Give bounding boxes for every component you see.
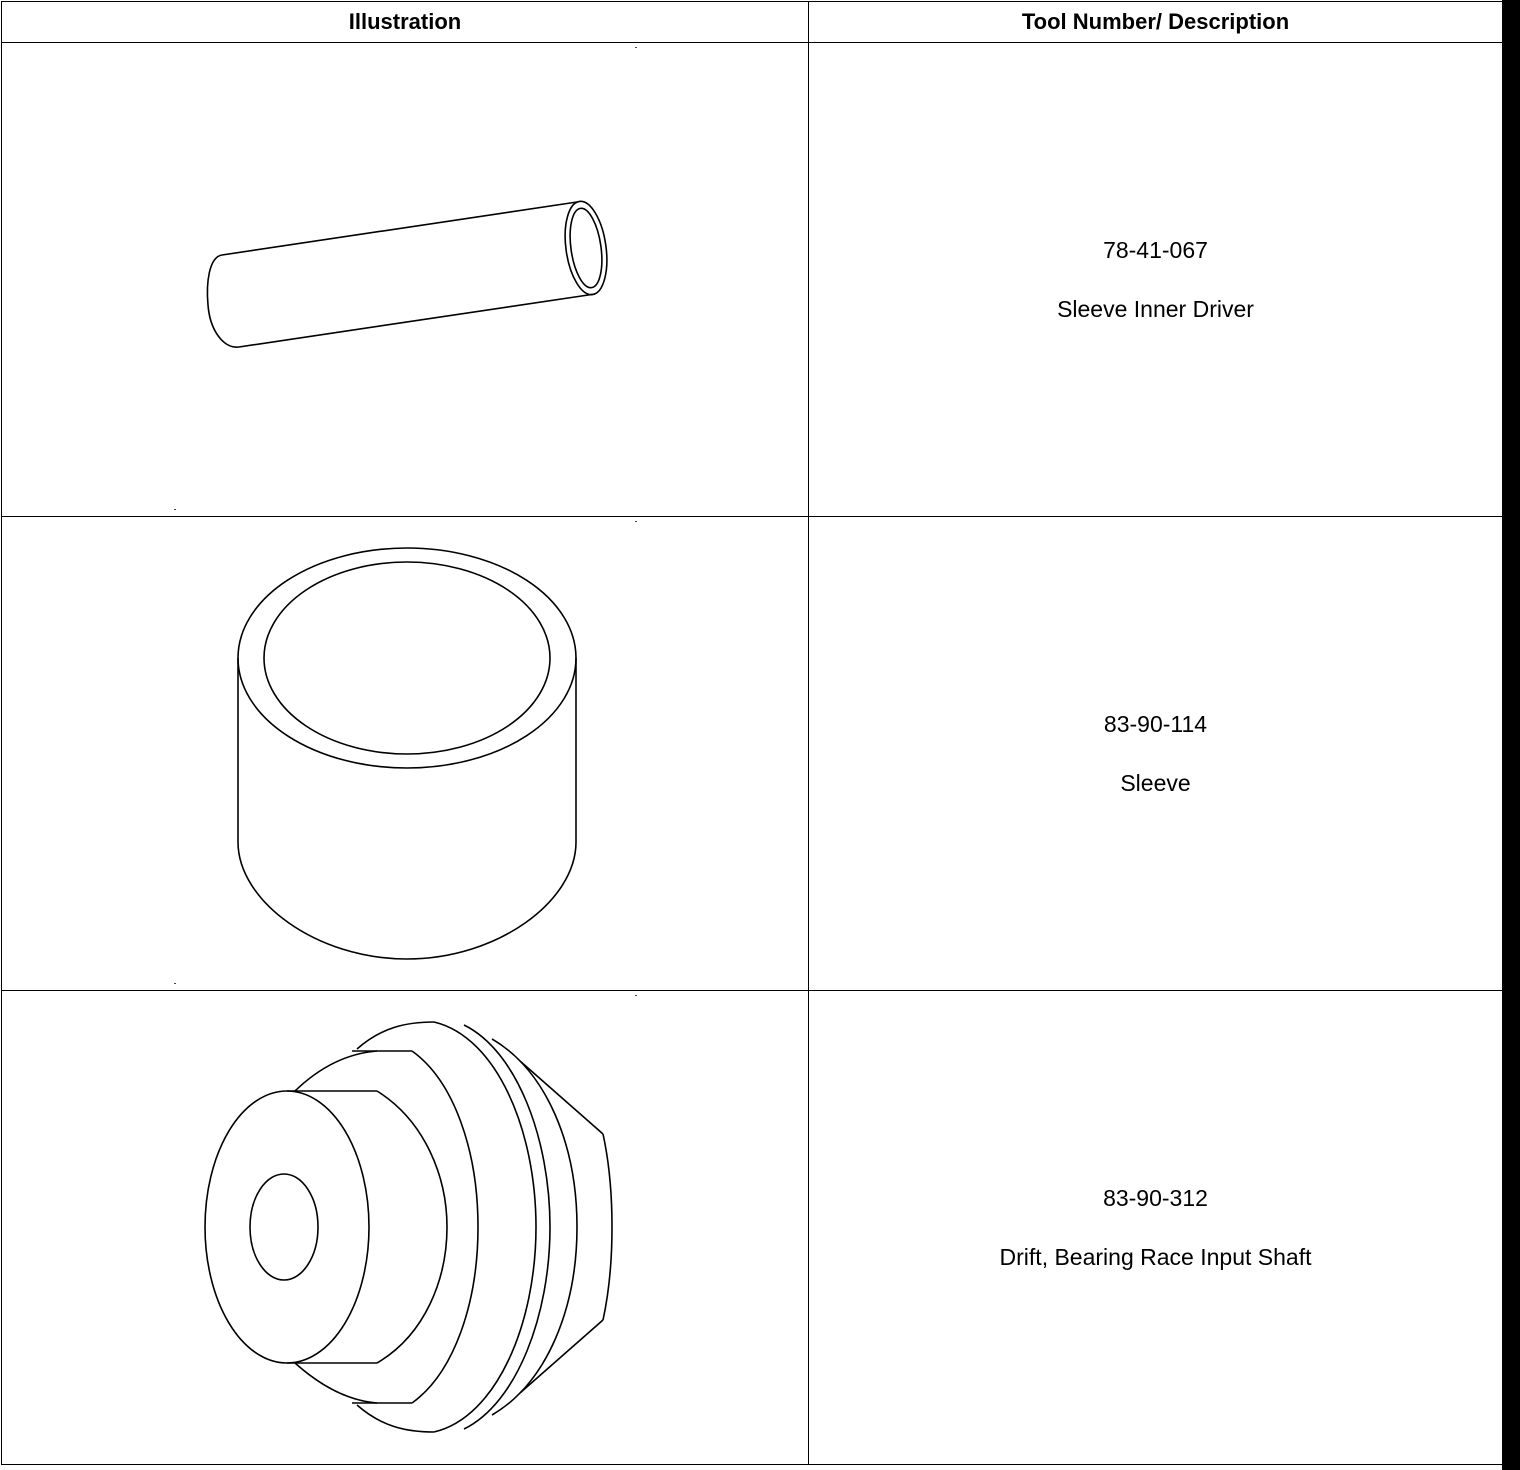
page-edge-bar — [1502, 0, 1520, 1470]
cylindrical-sleeve-icon — [2, 517, 808, 990]
special-tools-table — [1, 1, 1503, 1465]
table-row — [2, 517, 1503, 991]
table-row — [2, 991, 1503, 1465]
tool-number: 83-90-312 — [1103, 1184, 1208, 1211]
table-header-row — [2, 2, 1503, 43]
scan-speck — [635, 995, 637, 996]
scan-speck — [635, 521, 637, 522]
description-cell — [809, 991, 1503, 1465]
tool-description: Drift, Bearing Race Input Shaft — [999, 1243, 1312, 1270]
tube-sleeve-icon — [2, 43, 808, 516]
description-cell — [809, 43, 1503, 517]
illustration-cell — [2, 43, 809, 517]
scan-speck — [174, 509, 176, 510]
scan-speck — [174, 983, 176, 984]
table-row — [2, 43, 1503, 517]
scan-speck — [635, 47, 637, 48]
illustration-cell — [2, 991, 809, 1465]
tool-description: Sleeve — [1120, 769, 1191, 796]
tool-number: 83-90-114 — [1103, 710, 1208, 737]
description-header: Tool Number/ Description — [809, 2, 1503, 43]
illustration-header: Illustration — [2, 2, 809, 43]
illustration-cell — [2, 517, 809, 991]
description-cell — [809, 517, 1503, 991]
stepped-drift-icon — [2, 991, 808, 1464]
tool-number: 78-41-067 — [1103, 236, 1208, 263]
tool-description: Sleeve Inner Driver — [1057, 295, 1254, 322]
